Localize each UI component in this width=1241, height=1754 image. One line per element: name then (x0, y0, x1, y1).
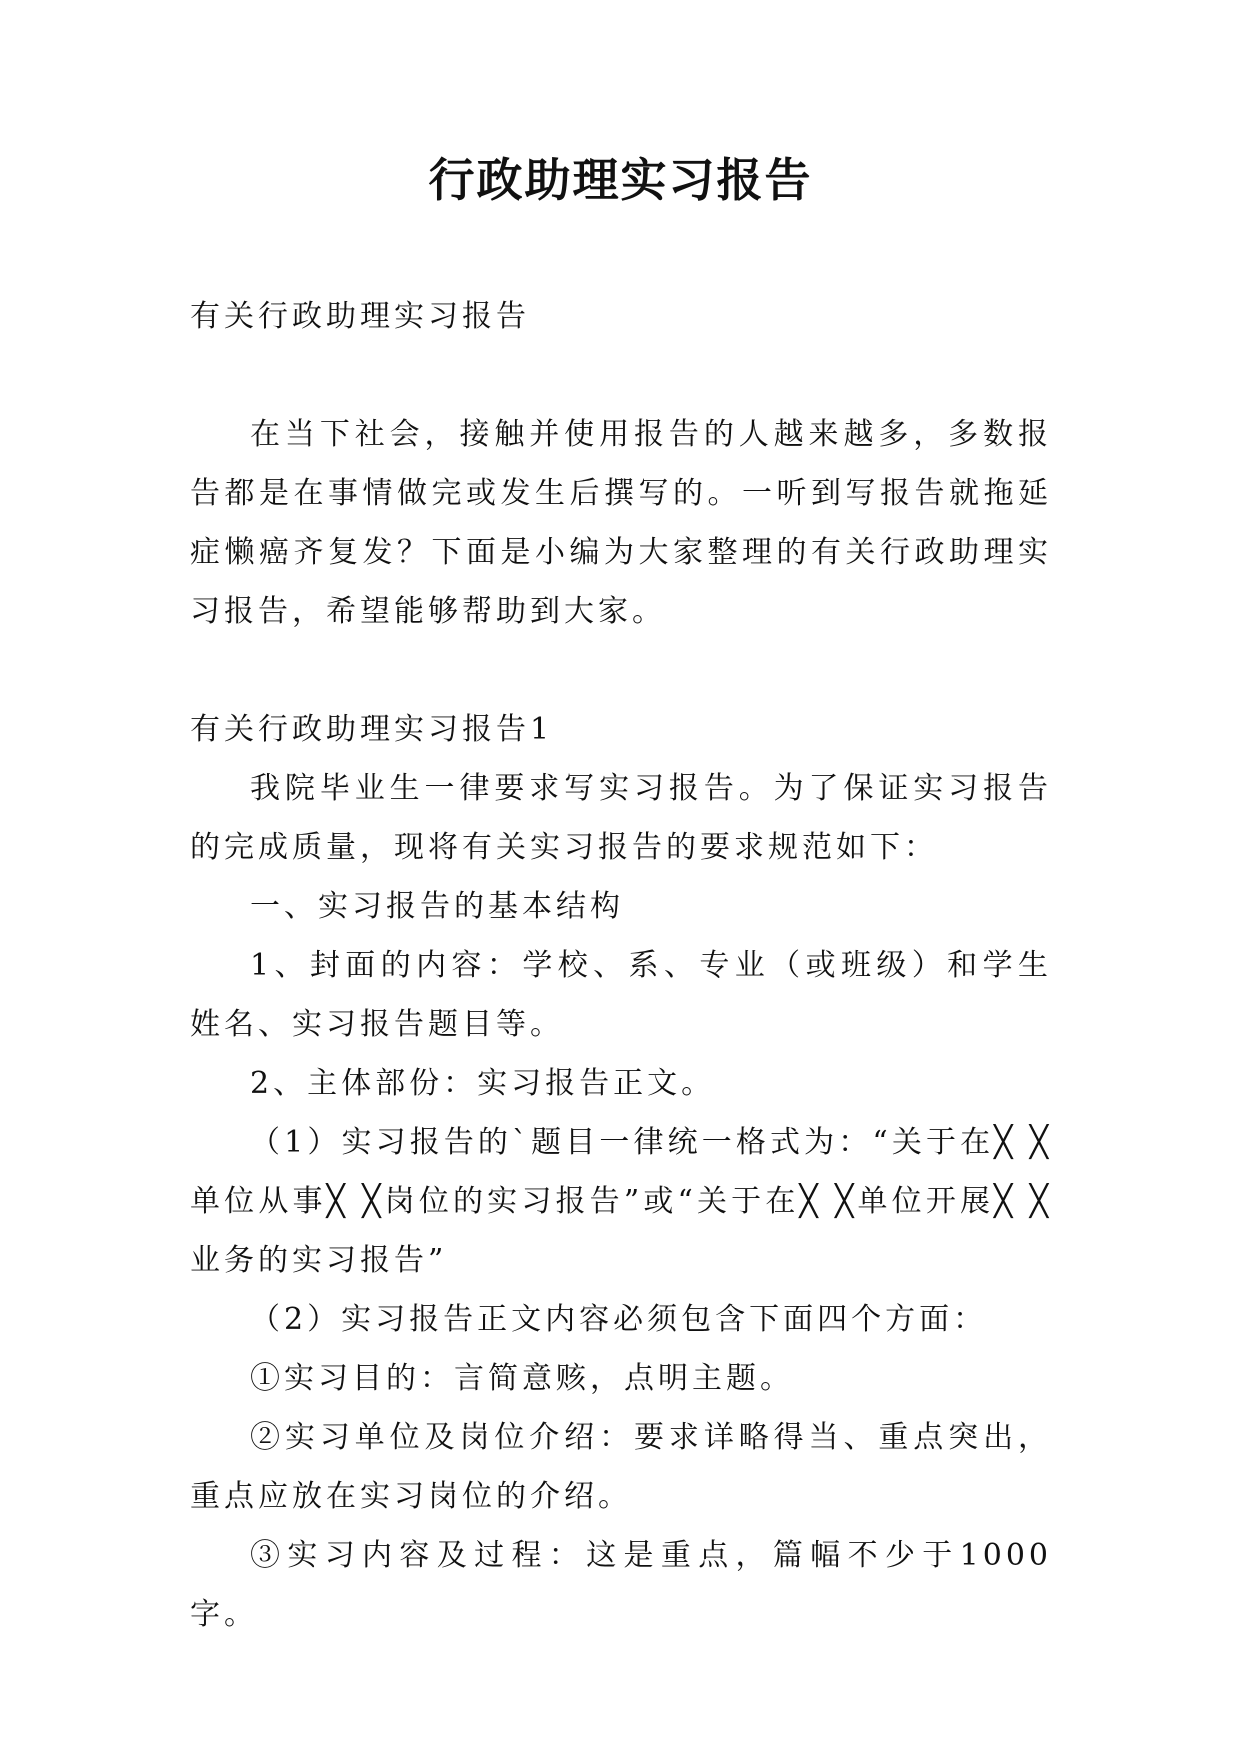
list-item: （1）实习报告的`题目一律统一格式为：“关于在╳ ╳单位从事╳ ╳岗位的实习报告”或“关于在╳ ╳单位开展╳ ╳业务的实习报告” (190, 1125, 1052, 1278)
spacer (190, 346, 1052, 405)
body-paragraph: 我院毕业生一律要求写实习报告。为了保证实习报告的完成质量，现将有关实习报告的要求规范如下： (190, 771, 1052, 865)
intro-paragraph: 在当下社会，接触并使用报告的人越来越多，多数报告都是在事情做完或发生后撰写的。一听到写报告就拖延症懒癌齐复发？下面是小编为大家整理的有关行政助理实习报告，希望能够帮助到大家。 (190, 417, 1052, 629)
list-item: ③实习内容及过程：这是重点，篇幅不少于1000字。 (190, 1538, 1052, 1632)
document-body (190, 287, 1052, 1644)
list-item: 1、封面的内容：学校、系、专业（或班级）和学生姓名、实习报告题目等。 (190, 948, 1052, 1042)
document-subtitle: 有关行政助理实习报告 (190, 299, 530, 334)
section-subheading: 一、实习报告的基本结构 (250, 889, 624, 924)
list-item: ①实习目的：言简意赅，点明主题。 (250, 1361, 794, 1396)
list-item: （2）实习报告正文内容必须包含下面四个方面： (250, 1302, 988, 1337)
list-item: 2、主体部份：实习报告正文。 (250, 1066, 716, 1101)
list-item: ②实习单位及岗位介绍：要求详略得当、重点突出，重点应放在实习岗位的介绍。 (190, 1420, 1052, 1514)
section-heading: 有关行政助理实习报告1 (190, 712, 554, 747)
document-title: 行政助理实习报告 (428, 153, 813, 207)
spacer (190, 641, 1052, 700)
